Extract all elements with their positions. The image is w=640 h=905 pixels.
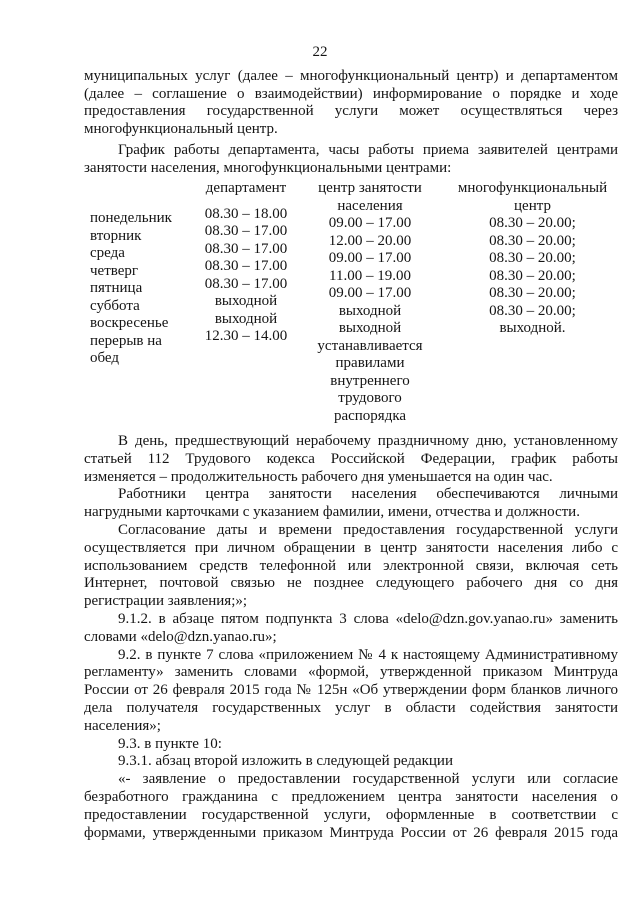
text-line: муниципальных услуг (далее – многофункциональный центр) и департаментом (84, 68, 618, 84)
page-number: 22 (312, 44, 328, 60)
text-line: населения»; (84, 717, 161, 734)
table-header-employment-center: центр занятости (318, 180, 422, 196)
table-days-column (90, 210, 210, 368)
text-line: Согласование даты и времени предоставления государственной услуги (118, 521, 618, 538)
text-line: В день, предшествующий нерабочему праздничному дню, установленному (118, 433, 618, 449)
table-cell: 08.30 – 20.00; (489, 302, 576, 319)
table-header-department: департамент (205, 180, 287, 196)
table-cell-day: понедельник (90, 210, 172, 226)
table-cell: распорядка (333, 407, 407, 424)
table-cell-day: вторник (90, 227, 142, 244)
text-line: многофункциональный центр. (84, 120, 278, 137)
intro-paragraph (84, 68, 618, 138)
table-cell: трудового (338, 390, 402, 406)
text-line: 9.3. в пункте 10: (118, 735, 222, 752)
text-line: Интернет, почтовой связью не позднее следующего рабочего дня со дня (84, 575, 618, 592)
text-line: нагрудными карточками с указанием фамилии, имени, отчества и должности. (84, 504, 580, 521)
table-cell-day: суббота (90, 297, 140, 314)
table-header-employment-center: населения (337, 197, 403, 214)
table-cell: 08.30 – 20.00; (489, 250, 576, 266)
table-cell: 09.00 – 17.00 (328, 285, 412, 301)
table-cell: 08.30 – 17.00 (204, 240, 288, 257)
table-cell: 08.30 – 20.00; (489, 285, 576, 301)
text-line: России от 26 февраля 2015 года № 125н «Об утверждении форм бланков личного (84, 682, 618, 699)
text-line: осуществляется при личном обращении в центр занятости населения либо с (84, 539, 618, 556)
table-cell-day: пятница (90, 280, 143, 296)
text-line: дела получателя государственных услуг в области содействия занятости (84, 699, 618, 716)
table-employment-center-column (300, 180, 440, 425)
table-cell: 09.00 – 17.00 (328, 215, 412, 231)
table-cell: выходной (338, 302, 402, 319)
text-line: предоставления государственной услуги может осуществляться через (84, 103, 618, 119)
body-text (84, 433, 618, 842)
text-line: регистрации заявления;»; (84, 593, 248, 610)
schedule-intro (84, 142, 618, 177)
text-line: регламенту» заменить словами «формой, утвержденной приказом Минтруда (84, 664, 618, 681)
table-cell: выходной (214, 310, 278, 327)
table-cell: 08.30 – 17.00 (204, 258, 288, 274)
table-cell-day: перерыв на (90, 332, 162, 349)
text-line: 9.1.2. в абзаце пятом подпункта 3 слова «delo@dzn.gov.yanao.ru» заменить (118, 610, 618, 627)
text-line: предоставлении государственной услуги, оформленные в соответствии с (84, 806, 618, 823)
text-line: 9.2. в пункте 7 слова «приложением № 4 к настоящему Административному (118, 646, 618, 663)
table-cell: 08.30 – 17.00 (204, 223, 288, 239)
table-cell: выходной (338, 320, 402, 336)
text-line: статьей 112 Трудового кодекса Российской Федерации, график работы (84, 450, 618, 467)
table-cell: 08.30 – 20.00; (489, 215, 576, 231)
table-cell: 08.30 – 18.00 (204, 205, 288, 222)
table-cell: выходной (214, 293, 278, 309)
text-line: (далее – соглашение о взаимодействии) информирование о порядке и ходе (84, 85, 618, 102)
table-cell: 11.00 – 19.00 (329, 267, 411, 284)
table-cell-day: среда (90, 245, 125, 261)
text-line: формами, утвержденными приказом Минтруда России от 26 февраля 2015 года (84, 824, 618, 841)
table-cell: устанавливается (317, 337, 423, 354)
table-mfc-column (450, 180, 615, 338)
text-line: График работы департамента, часы работы приема заявителей центрами (118, 142, 618, 158)
table-cell: внутреннего (330, 372, 410, 389)
text-line: использованием средств телефонной или электронной связи, включая сеть (84, 557, 618, 574)
table-cell: 08.30 – 20.00; (489, 267, 576, 284)
text-line: безработного гражданина с предложением центра занятости населения о (84, 788, 618, 805)
table-cell-day: четверг (90, 262, 139, 279)
table-department-column (196, 180, 296, 346)
text-line: «- заявление о предоставлении государственной услуги или согласие (118, 771, 618, 788)
table-cell: 08.30 – 20.00; (489, 232, 576, 249)
text-line: занятости населения, многофункциональными центрами: (84, 159, 452, 176)
text-line: словами «delo@dzn.yanao.ru»; (84, 628, 277, 645)
table-cell-day: обед (90, 350, 120, 366)
text-line: Работники центра занятости населения обеспечиваются личными (118, 486, 618, 503)
table-header-mfc: центр (514, 197, 551, 214)
table-cell: 09.00 – 17.00 (328, 250, 412, 266)
table-cell: 12.30 – 14.00 (204, 328, 288, 344)
table-cell: 12.00 – 20.00 (328, 232, 412, 249)
table-cell: правилами (335, 355, 405, 371)
table-header-mfc: многофункциональный (457, 180, 608, 196)
table-cell-day: воскресенье (90, 315, 169, 331)
text-line: 9.3.1. абзац второй изложить в следующей редакции (118, 753, 453, 770)
table-cell: выходной. (499, 320, 566, 336)
table-cell: 08.30 – 17.00 (204, 275, 288, 292)
text-line: изменяется – продолжительность рабочего дня уменьшается на один час. (84, 468, 553, 485)
